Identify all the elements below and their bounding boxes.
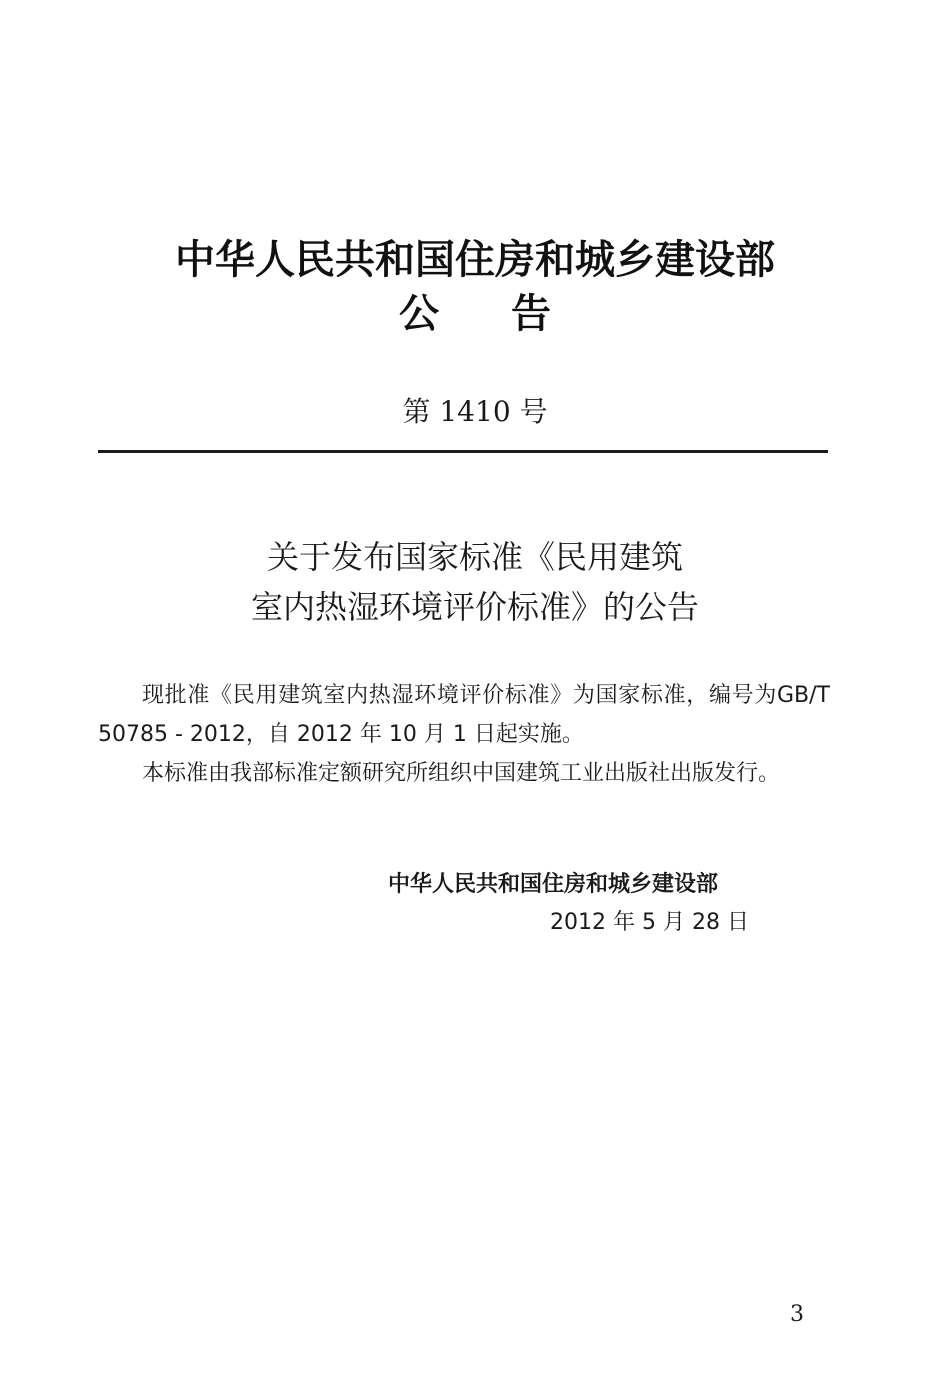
notice-title: [0, 532, 950, 632]
document-kind-heading: 公告: [399, 291, 623, 337]
header-divider: [98, 450, 828, 453]
notice-body: [98, 676, 830, 793]
signature-date: 2012 年 5 月 28 日: [550, 910, 749, 935]
issuer-heading: 中华人民共和国住房和城乡建设部: [175, 237, 775, 283]
notice-title-line-2: 室内热湿环境评价标准》的公告: [250, 588, 699, 626]
document-number: 第 1410 号: [402, 395, 548, 428]
signature-issuer: 中华人民共和国住房和城乡建设部: [388, 872, 719, 897]
body-paragraph-2: 本标准由我部标准定额研究所组织中国建筑工业出版社出版发行。: [142, 761, 781, 786]
page-number: 3: [790, 1302, 804, 1327]
body-paragraph-1: 现批准《民用建筑室内热湿环境评价标准》为国家标准，编号为GB/T 50785 - 2012，自 2012 年 10 月 1 日起实施。: [98, 683, 830, 747]
notice-title-line-1: 关于发布国家标准《民用建筑: [266, 538, 683, 576]
